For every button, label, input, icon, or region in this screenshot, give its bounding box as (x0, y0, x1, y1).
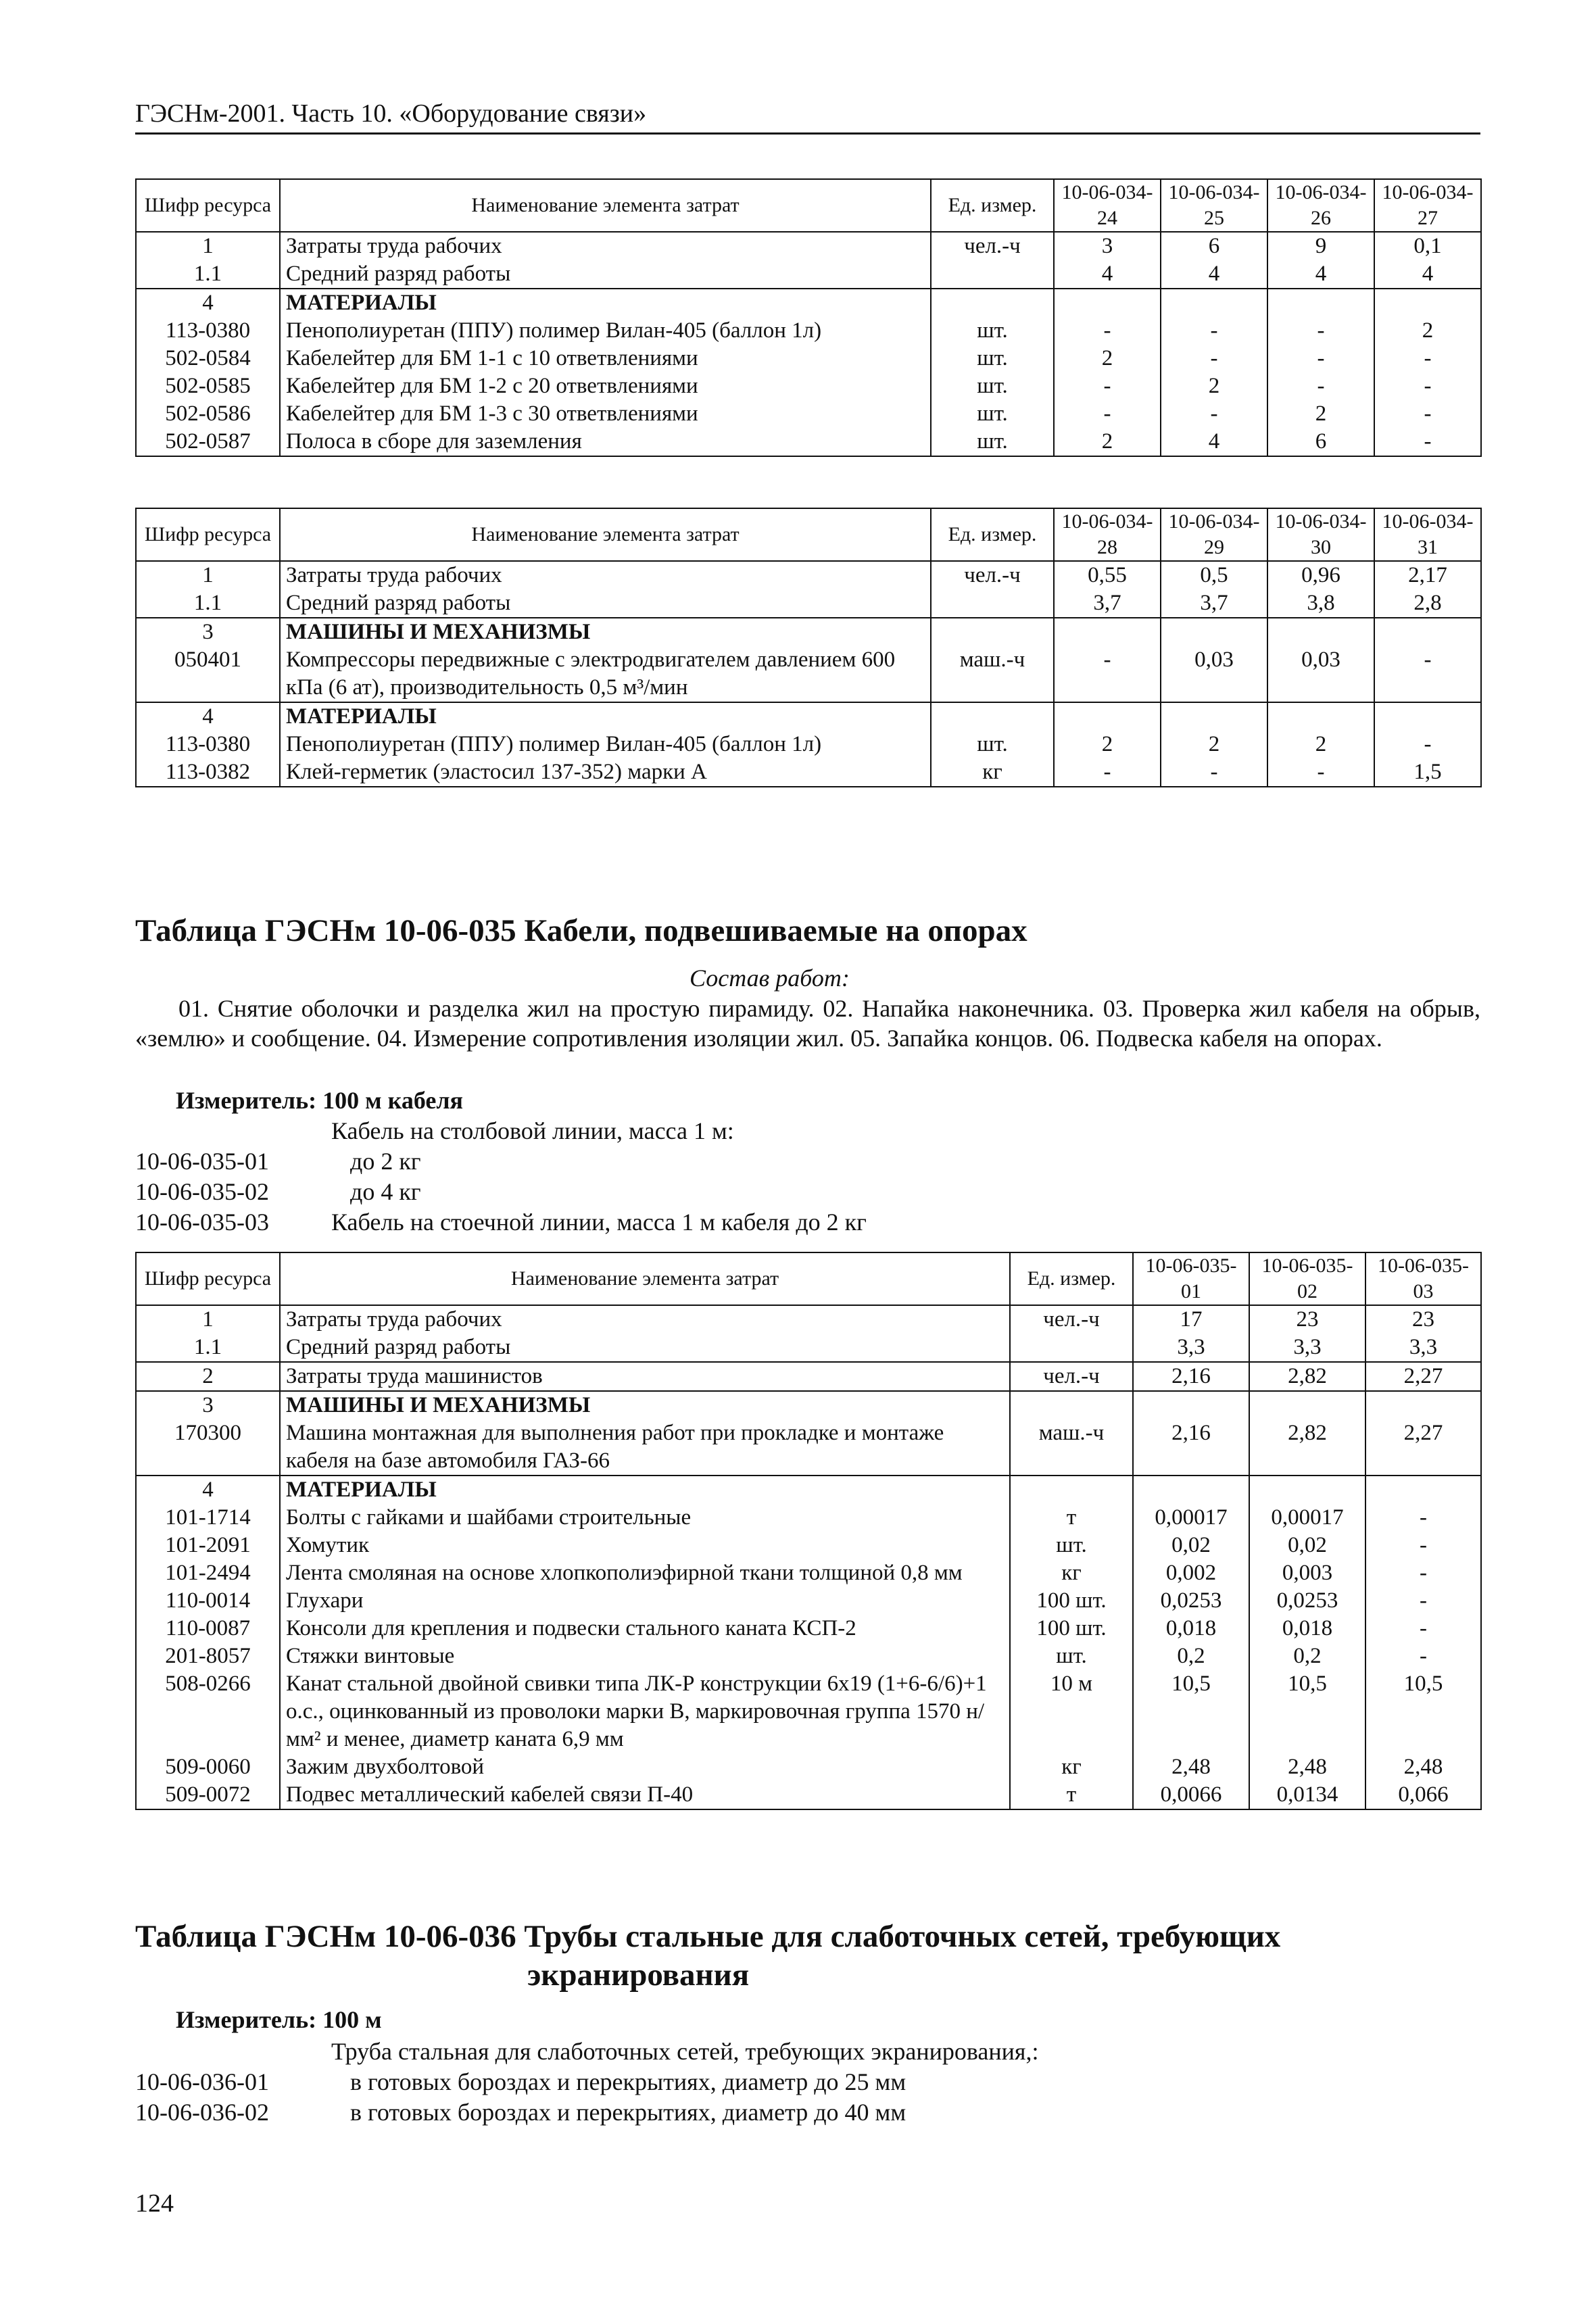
value-cell: 23 (1365, 1305, 1481, 1334)
value-cell: 0,00017 (1249, 1504, 1365, 1532)
value-cell: 2,16 (1133, 1419, 1249, 1476)
value-cell: 0,002 (1133, 1559, 1249, 1587)
intro-036: Труба стальная для слаботочных сетей, требующих экранирования,: (331, 2038, 1039, 2065)
unit-cell: шт. (931, 400, 1054, 428)
header-cell: 10-06-035-03 (1365, 1252, 1481, 1305)
header-cell: Шифр ресурса (136, 179, 280, 232)
table-row (136, 561, 1481, 589)
value-cell: 0,0134 (1249, 1781, 1365, 1809)
value-cell: - (1365, 1559, 1481, 1587)
table-row (136, 260, 1481, 289)
unit-cell: чел.-ч (931, 561, 1054, 589)
value-cell: 1,5 (1374, 758, 1481, 787)
value-cell: 3,3 (1133, 1334, 1249, 1362)
value-cell: 2,27 (1365, 1362, 1481, 1391)
value-cell: 0,55 (1054, 561, 1161, 589)
table-row (136, 1504, 1481, 1532)
header-cell: Шифр ресурса (136, 508, 280, 561)
value-cell: 2,48 (1365, 1753, 1481, 1781)
table-row (136, 232, 1481, 260)
unit-cell: 100 шт. (1010, 1587, 1133, 1615)
unit-cell: шт. (1010, 1642, 1133, 1670)
unit-cell (1010, 1334, 1133, 1362)
unit-cell: маш.-ч (1010, 1419, 1133, 1476)
value-cell: - (1161, 400, 1267, 428)
value-cell: 2,82 (1249, 1362, 1365, 1391)
value-cell: 0,96 (1267, 561, 1374, 589)
header-cell: 10-06-034-26 (1267, 179, 1374, 232)
table-row (136, 1642, 1481, 1670)
unit-cell: шт. (1010, 1532, 1133, 1559)
cost-element-cell: МАШИНЫ И МЕХАНИЗМЫ (280, 618, 931, 646)
value-cell: - (1054, 400, 1161, 428)
value-cell: 2 (1374, 317, 1481, 345)
value-cell: 2 (1267, 731, 1374, 758)
cost-element-cell: Машина монтажная для выполнения работ при прокладке и монтаже кабеля на базе автомобиля ГАЗ-66 (280, 1419, 1010, 1476)
value-cell: - (1267, 345, 1374, 372)
resource-code-cell: 509-0072 (136, 1781, 280, 1809)
value-cell (1267, 702, 1374, 731)
table-row (136, 1532, 1481, 1559)
cost-element-cell: Затраты труда машинистов (280, 1362, 1010, 1391)
unit-cell: 100 шт. (1010, 1615, 1133, 1642)
resource-code-cell: 2 (136, 1362, 280, 1391)
value-cell: 0,5 (1161, 561, 1267, 589)
value-cell: 2 (1161, 372, 1267, 400)
cost-element-cell: Пенополиуретан (ППУ) полимер Вилан-405 (баллон 1л) (280, 317, 931, 345)
value-cell: 0,066 (1365, 1781, 1481, 1809)
unit-cell: шт. (931, 428, 1054, 456)
table-row (136, 400, 1481, 428)
resource-code-cell: 113-0380 (136, 317, 280, 345)
value-cell (1374, 618, 1481, 646)
value-cell: 0,03 (1161, 646, 1267, 702)
value-cell: 2,17 (1374, 561, 1481, 589)
value-cell: 10,5 (1249, 1670, 1365, 1753)
unit-cell: кг (1010, 1559, 1133, 1587)
header-cell: Ед. измер. (1010, 1252, 1133, 1305)
unit-cell (931, 589, 1054, 618)
table-row (136, 1670, 1481, 1753)
text-035-02: до 4 кг (350, 1178, 421, 1205)
resource-code-cell: 4 (136, 702, 280, 731)
value-cell (1249, 1391, 1365, 1419)
value-cell (1161, 289, 1267, 317)
table-row (136, 1391, 1481, 1419)
table-row (136, 317, 1481, 345)
table-row (136, 618, 1481, 646)
value-cell: - (1267, 317, 1374, 345)
value-cell: 3,8 (1267, 589, 1374, 618)
value-cell: 2 (1161, 731, 1267, 758)
intro-035: Кабель на столбовой линии, масса 1 м: (331, 1117, 734, 1144)
value-cell: 0,018 (1249, 1615, 1365, 1642)
value-cell (1054, 618, 1161, 646)
value-cell: 0,2 (1249, 1642, 1365, 1670)
meter-035: Измеритель: 100 м кабеля (176, 1087, 464, 1114)
cost-element-cell: Болты с гайками и шайбами строительные (280, 1504, 1010, 1532)
resource-code-cell: 110-0014 (136, 1587, 280, 1615)
header-cell: 10-06-034-25 (1161, 179, 1267, 232)
cost-element-cell: Компрессоры передвижные с электродвигателем давлением 600 кПа (6 ат), производительность 0,5 м³/мин (280, 646, 931, 702)
unit-cell: маш.-ч (931, 646, 1054, 702)
value-cell: - (1267, 372, 1374, 400)
meter-036: Измеритель: 100 м (176, 2006, 382, 2033)
unit-cell (931, 702, 1054, 731)
resource-code-cell: 4 (136, 1476, 280, 1504)
cost-element-cell: Лента смоляная на основе хлопкополиэфирной ткани толщиной 0,8 мм (280, 1559, 1010, 1587)
resource-code-cell: 3 (136, 1391, 280, 1419)
header-cell: Ед. измер. (931, 508, 1054, 561)
table-row (136, 1476, 1481, 1504)
value-cell: 2,48 (1249, 1753, 1365, 1781)
value-cell: 2 (1267, 400, 1374, 428)
value-cell: 0,1 (1374, 232, 1481, 260)
resource-code-cell: 508-0266 (136, 1670, 280, 1753)
value-cell: 3,3 (1365, 1334, 1481, 1362)
table-row (136, 1305, 1481, 1334)
header-cell: 10-06-034-24 (1054, 179, 1161, 232)
value-cell: - (1374, 646, 1481, 702)
resource-code-cell: 1 (136, 1305, 280, 1334)
unit-cell: шт. (931, 345, 1054, 372)
value-cell: - (1374, 345, 1481, 372)
value-cell: 2,27 (1365, 1419, 1481, 1476)
value-cell: 23 (1249, 1305, 1365, 1334)
value-cell: - (1365, 1587, 1481, 1615)
unit-cell: т (1010, 1781, 1133, 1809)
unit-cell: шт. (931, 317, 1054, 345)
table-row (136, 1587, 1481, 1615)
value-cell: - (1054, 372, 1161, 400)
value-cell: 3,7 (1054, 589, 1161, 618)
cost-element-cell: Кабелейтер для БМ 1-1 с 10 ответвлениями (280, 345, 931, 372)
page-number: 124 (135, 2189, 174, 2218)
code-035-01: 10-06-035-01 (135, 1148, 269, 1175)
cost-element-cell: Клей-герметик (эластосил 137-352) марки А (280, 758, 931, 787)
value-cell (1267, 289, 1374, 317)
cost-element-cell: Кабелейтер для БМ 1-3 с 30 ответвлениями (280, 400, 931, 428)
table-row (136, 428, 1481, 456)
table-row (136, 1559, 1481, 1587)
value-cell: - (1365, 1532, 1481, 1559)
value-cell: - (1054, 646, 1161, 702)
unit-cell: чел.-ч (931, 232, 1054, 260)
table-row (136, 1753, 1481, 1781)
unit-cell: шт. (931, 731, 1054, 758)
value-cell: 2 (1054, 731, 1161, 758)
value-cell: - (1267, 758, 1374, 787)
value-cell (1374, 702, 1481, 731)
resource-code-cell: 4 (136, 289, 280, 317)
table-row (136, 345, 1481, 372)
cost-element-cell: МАТЕРИАЛЫ (280, 289, 931, 317)
resource-code-cell: 3 (136, 618, 280, 646)
value-cell: 6 (1267, 428, 1374, 456)
value-cell: 0,03 (1267, 646, 1374, 702)
value-cell: - (1374, 400, 1481, 428)
cost-element-cell: Полоса в сборе для заземления (280, 428, 931, 456)
value-cell: 0,02 (1133, 1532, 1249, 1559)
value-cell: 4 (1054, 260, 1161, 289)
value-cell: 0,018 (1133, 1615, 1249, 1642)
value-cell: 3,7 (1161, 589, 1267, 618)
value-cell: 2 (1054, 345, 1161, 372)
value-cell: 6 (1161, 232, 1267, 260)
table-row (136, 372, 1481, 400)
table-036-title-line1: Таблица ГЭСНм 10-06-036 Трубы стальные для слаботочных сетей, требующих (135, 1919, 1281, 1954)
value-cell: - (1374, 372, 1481, 400)
value-cell: 9 (1267, 232, 1374, 260)
cost-element-cell: МАТЕРИАЛЫ (280, 1476, 1010, 1504)
resource-code-cell: 110-0087 (136, 1615, 280, 1642)
unit-cell (931, 618, 1054, 646)
table-row (136, 1362, 1481, 1391)
value-cell: 4 (1161, 260, 1267, 289)
unit-cell (931, 260, 1054, 289)
cost-element-cell: Затраты труда рабочих (280, 232, 931, 260)
header-cell: 10-06-034-29 (1161, 508, 1267, 561)
value-cell: 2,8 (1374, 589, 1481, 618)
value-cell: 3 (1054, 232, 1161, 260)
resource-code-cell: 509-0060 (136, 1753, 280, 1781)
value-cell: 10,5 (1133, 1670, 1249, 1753)
table-row (136, 758, 1481, 787)
value-cell: 0,0253 (1249, 1587, 1365, 1615)
resource-table-034-28-31 (135, 508, 1482, 787)
table-row (136, 1615, 1481, 1642)
value-cell: 0,00017 (1133, 1504, 1249, 1532)
value-cell: 0,0066 (1133, 1781, 1249, 1809)
value-cell: 17 (1133, 1305, 1249, 1334)
resource-code-cell: 1.1 (136, 1334, 280, 1362)
value-cell: 10,5 (1365, 1670, 1481, 1753)
cost-element-cell: МАТЕРИАЛЫ (280, 702, 931, 731)
header-cell: 10-06-034-31 (1374, 508, 1481, 561)
resource-code-cell: 113-0382 (136, 758, 280, 787)
cost-element-cell: Хомутик (280, 1532, 1010, 1559)
cost-element-cell: Стяжки винтовые (280, 1642, 1010, 1670)
work-composition-text: 01. Снятие оболочки и разделка жил на простую пирамиду. 02. Напайка наконечника. 03. Проверка жил кабеля на обрыв, «землю» и сообщение. 04. Измерение сопротивления изоляции жил. 05. Запайка концов. 06. Подвеска кабеля на опорах. (135, 995, 1480, 1052)
value-cell: - (1374, 731, 1481, 758)
code-035-03: 10-06-035-03 (135, 1209, 269, 1236)
table-row (136, 289, 1481, 317)
value-cell: 2,16 (1133, 1362, 1249, 1391)
resource-code-cell: 101-2091 (136, 1532, 280, 1559)
cost-element-cell: Кабелейтер для БМ 1-2 с 20 ответвлениями (280, 372, 931, 400)
unit-cell (1010, 1476, 1133, 1504)
header-cell: 10-06-035-01 (1133, 1252, 1249, 1305)
resource-code-cell: 1.1 (136, 260, 280, 289)
cost-element-cell: Затраты труда рабочих (280, 1305, 1010, 1334)
table-036-title-line2: экранирования (527, 1957, 750, 1993)
value-cell: - (1365, 1642, 1481, 1670)
value-cell (1374, 289, 1481, 317)
cost-element-cell: Пенополиуретан (ППУ) полимер Вилан-405 (баллон 1л) (280, 731, 931, 758)
value-cell: - (1054, 758, 1161, 787)
unit-cell: т (1010, 1504, 1133, 1532)
resource-code-cell: 1.1 (136, 589, 280, 618)
code-036-02: 10-06-036-02 (135, 2099, 269, 2126)
cost-element-cell: Зажим двухболтовой (280, 1753, 1010, 1781)
value-cell: 2,82 (1249, 1419, 1365, 1476)
value-cell (1365, 1391, 1481, 1419)
header-cell: Ед. измер. (931, 179, 1054, 232)
table-035-title: Таблица ГЭСНм 10-06-035 Кабели, подвешиваемые на опорах (135, 913, 1027, 948)
header-cell: 10-06-034-28 (1054, 508, 1161, 561)
value-cell (1133, 1391, 1249, 1419)
unit-cell: кг (1010, 1753, 1133, 1781)
table-row (136, 589, 1481, 618)
resource-table-034-24-27 (135, 178, 1482, 457)
header-cell: Шифр ресурса (136, 1252, 280, 1305)
value-cell: 0,02 (1249, 1532, 1365, 1559)
text-035-01: до 2 кг (350, 1148, 421, 1175)
cost-element-cell: Консоли для крепления и подвески стального каната КСП-2 (280, 1615, 1010, 1642)
value-cell (1267, 618, 1374, 646)
table-row (136, 731, 1481, 758)
value-cell: 2,48 (1133, 1753, 1249, 1781)
value-cell (1054, 289, 1161, 317)
value-cell (1133, 1476, 1249, 1504)
resource-table-035 (135, 1252, 1482, 1810)
cost-element-cell: Канат стальной двойной свивки типа ЛК-Р конструкции 6х19 (1+6-6/6)+1 о.с., оцинкованный из проволоки марки В, маркировочная группа 1570 н/мм² и менее, диаметр каната 6,9 мм (280, 1670, 1010, 1753)
cost-element-cell: МАШИНЫ И МЕХАНИЗМЫ (280, 1391, 1010, 1419)
header-cell: 10-06-035-02 (1249, 1252, 1365, 1305)
resource-code-cell: 101-2494 (136, 1559, 280, 1587)
running-header: ГЭСНм-2001. Часть 10. «Оборудование связи» (135, 99, 1480, 135)
value-cell (1161, 702, 1267, 731)
text-035-03: Кабель на стоечной линии, масса 1 м кабеля до 2 кг (331, 1209, 867, 1236)
unit-cell: шт. (931, 372, 1054, 400)
header-cell: Наименование элемента затрат (280, 179, 931, 232)
unit-cell: чел.-ч (1010, 1362, 1133, 1391)
resource-code-cell: 502-0584 (136, 345, 280, 372)
resource-code-cell: 502-0585 (136, 372, 280, 400)
resource-code-cell: 101-1714 (136, 1504, 280, 1532)
header-cell: 10-06-034-27 (1374, 179, 1481, 232)
resource-code-cell: 1 (136, 232, 280, 260)
resource-code-cell: 113-0380 (136, 731, 280, 758)
value-cell: - (1374, 428, 1481, 456)
resource-code-cell: 502-0587 (136, 428, 280, 456)
unit-cell (931, 289, 1054, 317)
table-row (136, 1419, 1481, 1476)
value-cell: 0,003 (1249, 1559, 1365, 1587)
resource-code-cell: 502-0586 (136, 400, 280, 428)
work-composition-label: Состав работ: (690, 965, 850, 992)
table-row (136, 1781, 1481, 1809)
value-cell: 0,2 (1133, 1642, 1249, 1670)
header-cell: 10-06-034-30 (1267, 508, 1374, 561)
value-cell: 3,3 (1249, 1334, 1365, 1362)
value-cell: 2 (1054, 428, 1161, 456)
cost-element-cell: Средний разряд работы (280, 1334, 1010, 1362)
resource-code-cell: 1 (136, 561, 280, 589)
cost-element-cell: Подвес металлический кабелей связи П-40 (280, 1781, 1010, 1809)
cost-element-cell: Средний разряд работы (280, 589, 931, 618)
table-row (136, 1334, 1481, 1362)
text-036-01: в готовых бороздах и перекрытиях, диаметр до 25 мм (350, 2068, 906, 2095)
unit-cell: чел.-ч (1010, 1305, 1133, 1334)
table-row (136, 702, 1481, 731)
value-cell: - (1365, 1615, 1481, 1642)
value-cell: - (1161, 758, 1267, 787)
value-cell (1054, 702, 1161, 731)
cost-element-cell: Глухари (280, 1587, 1010, 1615)
resource-code-cell: 170300 (136, 1419, 280, 1476)
value-cell: 4 (1161, 428, 1267, 456)
value-cell: - (1054, 317, 1161, 345)
value-cell (1161, 618, 1267, 646)
value-cell: - (1365, 1504, 1481, 1532)
cost-element-cell: Затраты труда рабочих (280, 561, 931, 589)
value-cell (1365, 1476, 1481, 1504)
unit-cell: 10 м (1010, 1670, 1133, 1753)
text-036-02: в готовых бороздах и перекрытиях, диаметр до 40 мм (350, 2099, 906, 2126)
unit-cell: кг (931, 758, 1054, 787)
header-cell: Наименование элемента затрат (280, 508, 931, 561)
value-cell: 4 (1267, 260, 1374, 289)
code-035-02: 10-06-035-02 (135, 1178, 269, 1205)
header-cell: Наименование элемента затрат (280, 1252, 1010, 1305)
unit-cell (1010, 1391, 1133, 1419)
resource-code-cell: 050401 (136, 646, 280, 702)
value-cell: - (1161, 317, 1267, 345)
resource-code-cell: 201-8057 (136, 1642, 280, 1670)
value-cell: 0,0253 (1133, 1587, 1249, 1615)
table-row (136, 646, 1481, 702)
value-cell (1249, 1476, 1365, 1504)
cost-element-cell: Средний разряд работы (280, 260, 931, 289)
code-036-01: 10-06-036-01 (135, 2068, 269, 2095)
value-cell: 4 (1374, 260, 1481, 289)
value-cell: - (1161, 345, 1267, 372)
